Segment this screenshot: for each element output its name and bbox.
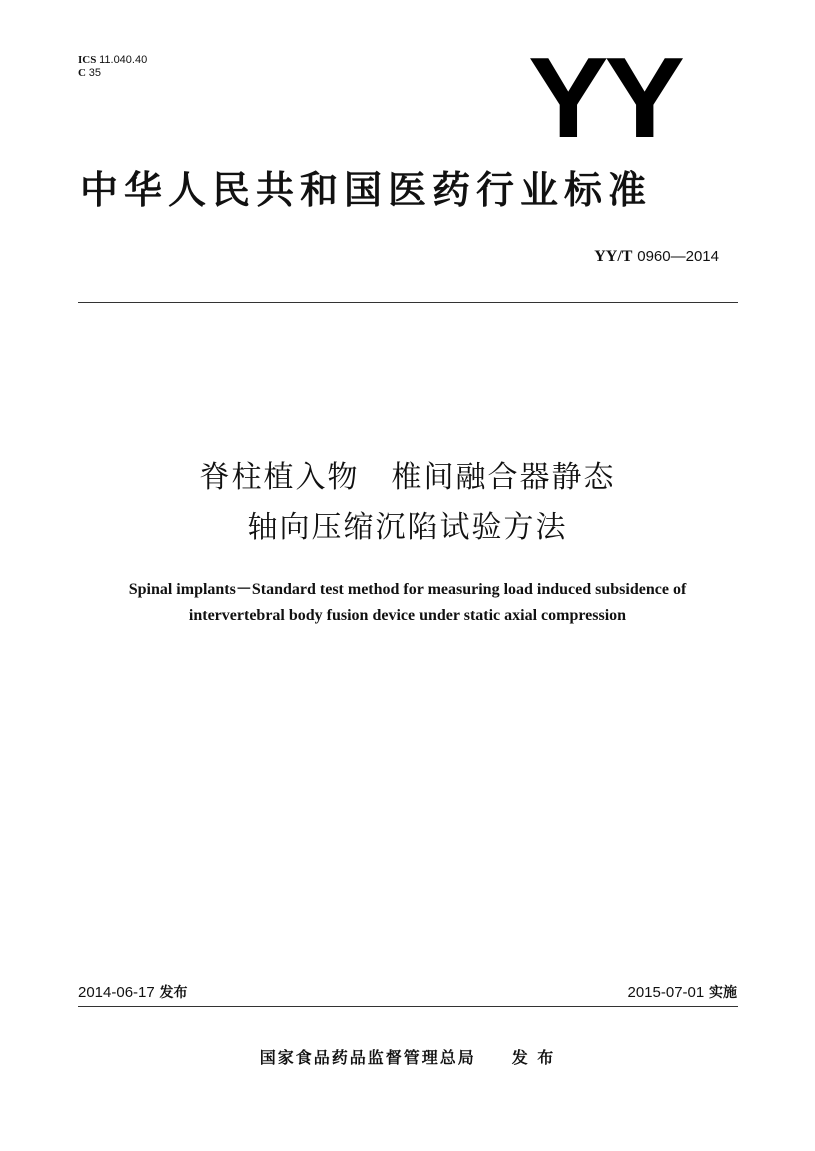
standard-number <box>594 246 719 267</box>
implement-date-label: 实施 <box>709 985 737 1001</box>
implement-date <box>627 982 737 1003</box>
ccs-label: C <box>78 67 86 79</box>
yy-logo: YY <box>528 35 681 162</box>
issuer <box>0 1046 815 1070</box>
title-en-line1: Spinal implants－Standard test method for measuring load induced subsidence of <box>128 581 687 598</box>
ics-code <box>78 54 147 66</box>
title-cn-line1: 脊柱植入物 椎间融合器静态 <box>199 460 616 495</box>
issuer-name: 国家食品药品监督管理总局 <box>259 1048 476 1067</box>
standard-code: 0960—2014 <box>637 248 719 265</box>
publish-date-label: 发布 <box>159 985 188 1001</box>
ics-number: 11.040.40 <box>99 54 148 66</box>
footer-divider <box>78 1006 738 1007</box>
standard-prefix: YY/T <box>594 248 633 265</box>
ccs-number: 35 <box>88 67 101 79</box>
title-cn-line2: 轴向压缩沉陷试验方法 <box>247 510 568 545</box>
header-divider <box>78 302 738 303</box>
ccs-code <box>78 67 101 79</box>
publish-date <box>78 982 188 1003</box>
implement-date-value: 2015-07-01 <box>627 984 705 1001</box>
document-header: 中华人民共和国医药行业标准 <box>80 168 653 212</box>
ics-label: ICS <box>78 54 97 66</box>
title-en-line2: intervertebral body fusion device under static axial compression <box>188 607 627 624</box>
publish-date-value: 2014-06-17 <box>78 984 155 1001</box>
issuer-action: 发 布 <box>511 1048 556 1067</box>
